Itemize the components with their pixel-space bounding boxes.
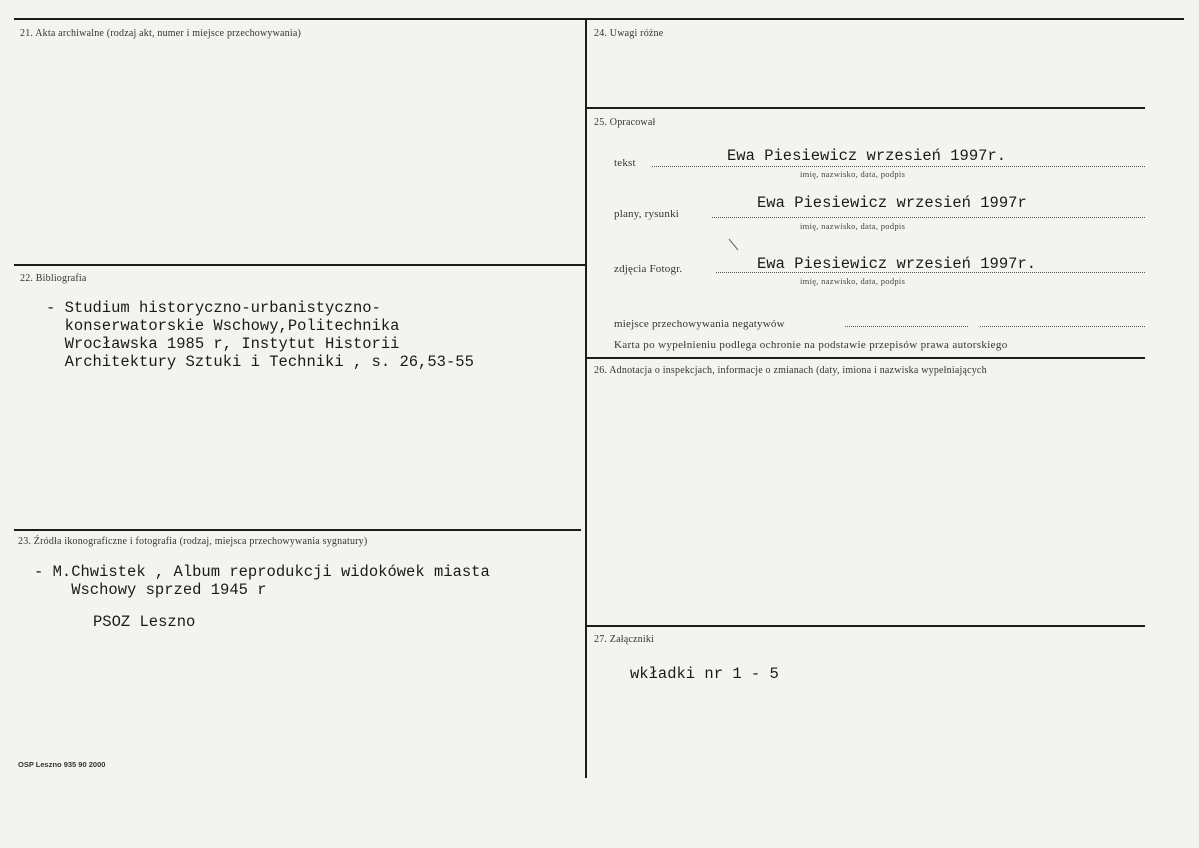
section-26-label: 26. Adnotacja o inspekcjach, informacje o zmianach (daty, imiona i nazwiska wypełniających — [594, 365, 987, 376]
bibliography-line-1: - Studium historyczno-urbanistyczno- — [46, 299, 381, 317]
attachments-value: wkładki nr 1 - 5 — [630, 665, 779, 683]
negatives-line-1 — [845, 326, 968, 327]
iconography-line-2: Wschowy sprzed 1945 r — [34, 581, 267, 599]
author-row-value-text: Ewa Piesiewicz wrzesień 1997r. — [727, 147, 1007, 165]
author-row-value-photos: Ewa Piesiewicz wrzesień 1997r. — [757, 255, 1037, 273]
iconography-line-1: - M.Chwistek , Album reprodukcji widokówek miasta — [34, 563, 490, 581]
author-row-line-plans — [712, 217, 1145, 218]
author-row-value-plans: Ewa Piesiewicz wrzesień 1997r — [757, 194, 1027, 212]
section-21-label: 21. Akta archiwalne (rodzaj akt, numer i miejsce przechowywania) — [20, 28, 302, 39]
section-27-label: 27. Załączniki — [594, 634, 654, 645]
author-row-label-photos: zdjęcia Fotogr. — [614, 263, 683, 275]
copyright-note: Karta po wypełnieniu podlega ochronie na podstawie przepisów prawa autorskiego — [614, 339, 1008, 351]
divider-26-27 — [587, 625, 1145, 627]
divider-21-22 — [14, 264, 585, 266]
bibliography-line-4: Architektury Sztuki i Techniki , s. 26,53-55 — [46, 353, 474, 371]
top-border — [14, 18, 1184, 20]
negatives-line-2 — [980, 326, 1145, 327]
author-row-caption-text: imię, nazwisko, data, podpis — [800, 169, 906, 179]
iconography-extra: PSOZ Leszno — [93, 613, 196, 631]
divider-22-23 — [14, 529, 581, 531]
author-row-caption-plans: imię, nazwisko, data, podpis — [800, 221, 906, 231]
section-23-label: 23. Źródła ikonograficzne i fotografia (rodzaj, miejsca przechowywania sygnatury) — [18, 536, 368, 547]
section-24-label: 24. Uwagi różne — [594, 28, 664, 39]
section-25-label: 25. Opracował — [594, 117, 656, 128]
author-row-label-plans: plany, rysunki — [614, 208, 680, 220]
bibliography-line-3: Wrocławska 1985 r, Instytut Historii — [46, 335, 400, 353]
author-row-label-text: tekst — [614, 157, 636, 169]
center-divider — [585, 18, 587, 778]
pen-stroke-mark — [728, 238, 740, 252]
negatives-label: miejsce przechowywania negatywów — [614, 318, 785, 330]
printer-imprint: OSP Leszno 935 90 2000 — [18, 760, 106, 769]
author-row-line-text — [652, 166, 1145, 167]
divider-24-25 — [587, 107, 1145, 109]
section-22-label: 22. Bibliografia — [20, 273, 87, 284]
author-row-caption-photos: imię, nazwisko, data, podpis — [800, 276, 906, 286]
bibliography-line-2: konserwatorskie Wschowy,Politechnika — [46, 317, 400, 335]
divider-25-26 — [587, 357, 1145, 359]
